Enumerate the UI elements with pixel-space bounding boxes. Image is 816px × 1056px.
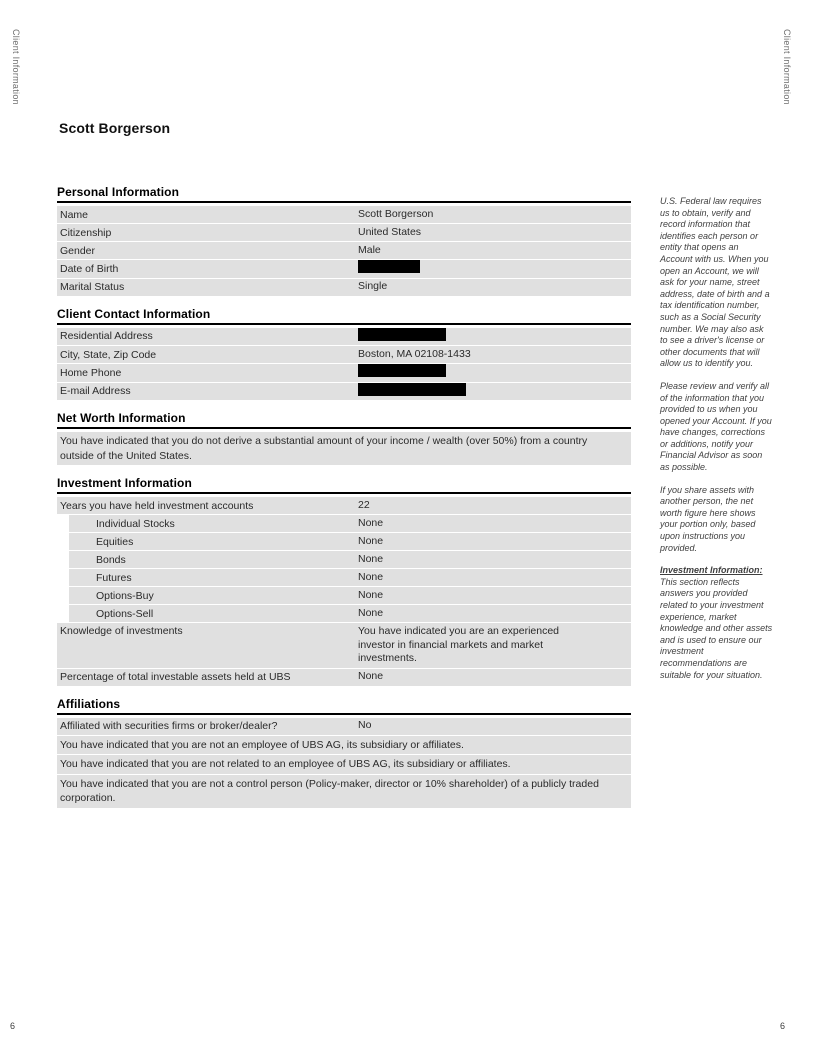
- redaction-bar: [358, 383, 466, 396]
- table-row: [57, 623, 631, 668]
- row-value: [358, 260, 631, 278]
- row-value: You have indicated you are an experienced investor in financial markets and market investments.: [358, 625, 560, 664]
- row-label: Options-Buy: [96, 589, 154, 602]
- row-label: Home Phone: [60, 366, 122, 379]
- row-label: Options-Sell: [96, 607, 154, 620]
- row-value: [358, 328, 631, 346]
- table-row: [57, 346, 631, 363]
- page-number-right: 6: [780, 1021, 786, 1031]
- row-label: Individual Stocks: [96, 517, 175, 530]
- table-row: [69, 569, 631, 586]
- section-heading: Client Contact Information: [57, 307, 631, 325]
- table-row: [57, 497, 631, 514]
- row-label: Citizenship: [60, 226, 112, 239]
- table-row: [57, 383, 631, 401]
- row-statement: You have indicated that you do not derive a substantial amount of your income / wealth (over 50%) from a country outside of the United States.: [60, 435, 588, 462]
- row-value: None: [358, 570, 384, 583]
- row-value: None: [358, 670, 384, 683]
- client-information-table: [57, 185, 631, 809]
- row-label: E-mail Address: [60, 385, 131, 398]
- row-label: Gender: [60, 244, 96, 257]
- margin-note-paragraph: Please review and verify all of the information that you provided to us when you opened your Account. If you have changes, corrections or additions, notify your Financial Advisor as soon as possible.: [660, 380, 772, 473]
- table-row: [57, 775, 631, 808]
- page-number-left: 6: [10, 1021, 16, 1031]
- row-statement: You have indicated that you are not related to an employee of UBS AG, its subsidiary or affiliates.: [60, 758, 511, 770]
- section-heading: Net Worth Information: [57, 411, 631, 429]
- section-net-worth-information: [57, 411, 631, 465]
- table-row: [57, 718, 631, 735]
- margin-note-investment: [660, 565, 773, 681]
- client-name-title: Scott Borgerson: [59, 120, 171, 136]
- row-value: Scott Borgerson: [358, 207, 434, 220]
- margin-note-paragraph: U.S. Federal law requires us to obtain, verify and record information that identifies each person or entity that opens an Account with us. When you open an Account, we will ask for your name, street address, date of birth and a tax identification number, such as a Social Security number. We may also ask to see a driver's license or other documents that will allow us to identify you.: [660, 196, 770, 369]
- section-heading: Investment Information: [57, 476, 631, 494]
- table-row: [57, 328, 631, 346]
- table-row: [57, 260, 631, 278]
- row-label: Equities: [96, 535, 134, 548]
- row-label: Futures: [96, 571, 132, 584]
- row-label: Date of Birth: [60, 262, 119, 275]
- row-label: Percentage of total investable assets held at UBS: [60, 671, 291, 683]
- left-rail-label: Client Information: [11, 29, 21, 105]
- row-value: None: [358, 534, 384, 547]
- row-statement: You have indicated that you are not a control person (Policy-maker, director or 10% shareholder) of a publicly traded corporation.: [60, 777, 599, 804]
- table-row: [69, 605, 631, 622]
- table-row: [69, 587, 631, 604]
- row-value: Male: [358, 243, 381, 256]
- row-value: No: [358, 719, 372, 732]
- right-rail-label: Client Information: [782, 29, 792, 105]
- row-value: None: [358, 588, 384, 601]
- table-row: [69, 515, 631, 532]
- row-label: Marital Status: [60, 281, 125, 293]
- row-value: Boston, MA 02108-1433: [358, 347, 471, 360]
- margin-note-paragraph: If you share assets with another person, the net worth figure here shows your portion only, based upon instructions you provided.: [660, 484, 756, 553]
- redaction-bar: [358, 328, 446, 341]
- table-row: [57, 224, 631, 241]
- redaction-bar: [358, 260, 420, 273]
- row-value: None: [358, 606, 384, 619]
- row-value: United States: [358, 225, 422, 238]
- row-value: Single: [358, 280, 388, 293]
- table-row: [57, 669, 631, 686]
- margin-notes: [660, 196, 773, 692]
- row-label: City, State, Zip Code: [60, 348, 157, 361]
- row-label: Name: [60, 208, 89, 221]
- table-row: [69, 533, 631, 550]
- row-label: Residential Address: [60, 330, 153, 343]
- margin-note-body: This section reflects answers you provided related to your investment experience, market knowledge and other assets and is used to ensure our investment recommendations are suitable for your situation.: [660, 576, 773, 680]
- redaction-bar: [358, 364, 446, 377]
- margin-note-heading: Investment Information:: [660, 565, 763, 576]
- row-label: Years you have held investment accounts: [60, 499, 254, 512]
- table-row: [57, 242, 631, 259]
- row-value: [358, 364, 631, 382]
- row-value: [358, 383, 631, 401]
- table-row: [57, 755, 631, 774]
- row-label: Affiliated with securities firms or broker/dealer?: [60, 720, 278, 732]
- section-affiliations: [57, 697, 631, 808]
- table-row: [69, 551, 631, 568]
- section-client-contact-information: [57, 307, 631, 401]
- row-statement: You have indicated that you are not an employee of UBS AG, its subsidiary or affiliates.: [60, 738, 464, 751]
- section-heading: Personal Information: [57, 185, 631, 203]
- table-row: [57, 736, 631, 755]
- row-value: 22: [358, 498, 370, 511]
- row-label: Bonds: [96, 553, 126, 566]
- section-investment-information: [57, 476, 631, 686]
- section-personal-information: [57, 185, 631, 296]
- table-row: [57, 432, 631, 465]
- table-row: [57, 206, 631, 223]
- row-label: Knowledge of investments: [60, 625, 183, 637]
- table-row: [57, 279, 631, 296]
- section-heading: Affiliations: [57, 697, 631, 715]
- row-value: None: [358, 516, 384, 529]
- row-value: None: [358, 552, 384, 565]
- table-row: [57, 364, 631, 382]
